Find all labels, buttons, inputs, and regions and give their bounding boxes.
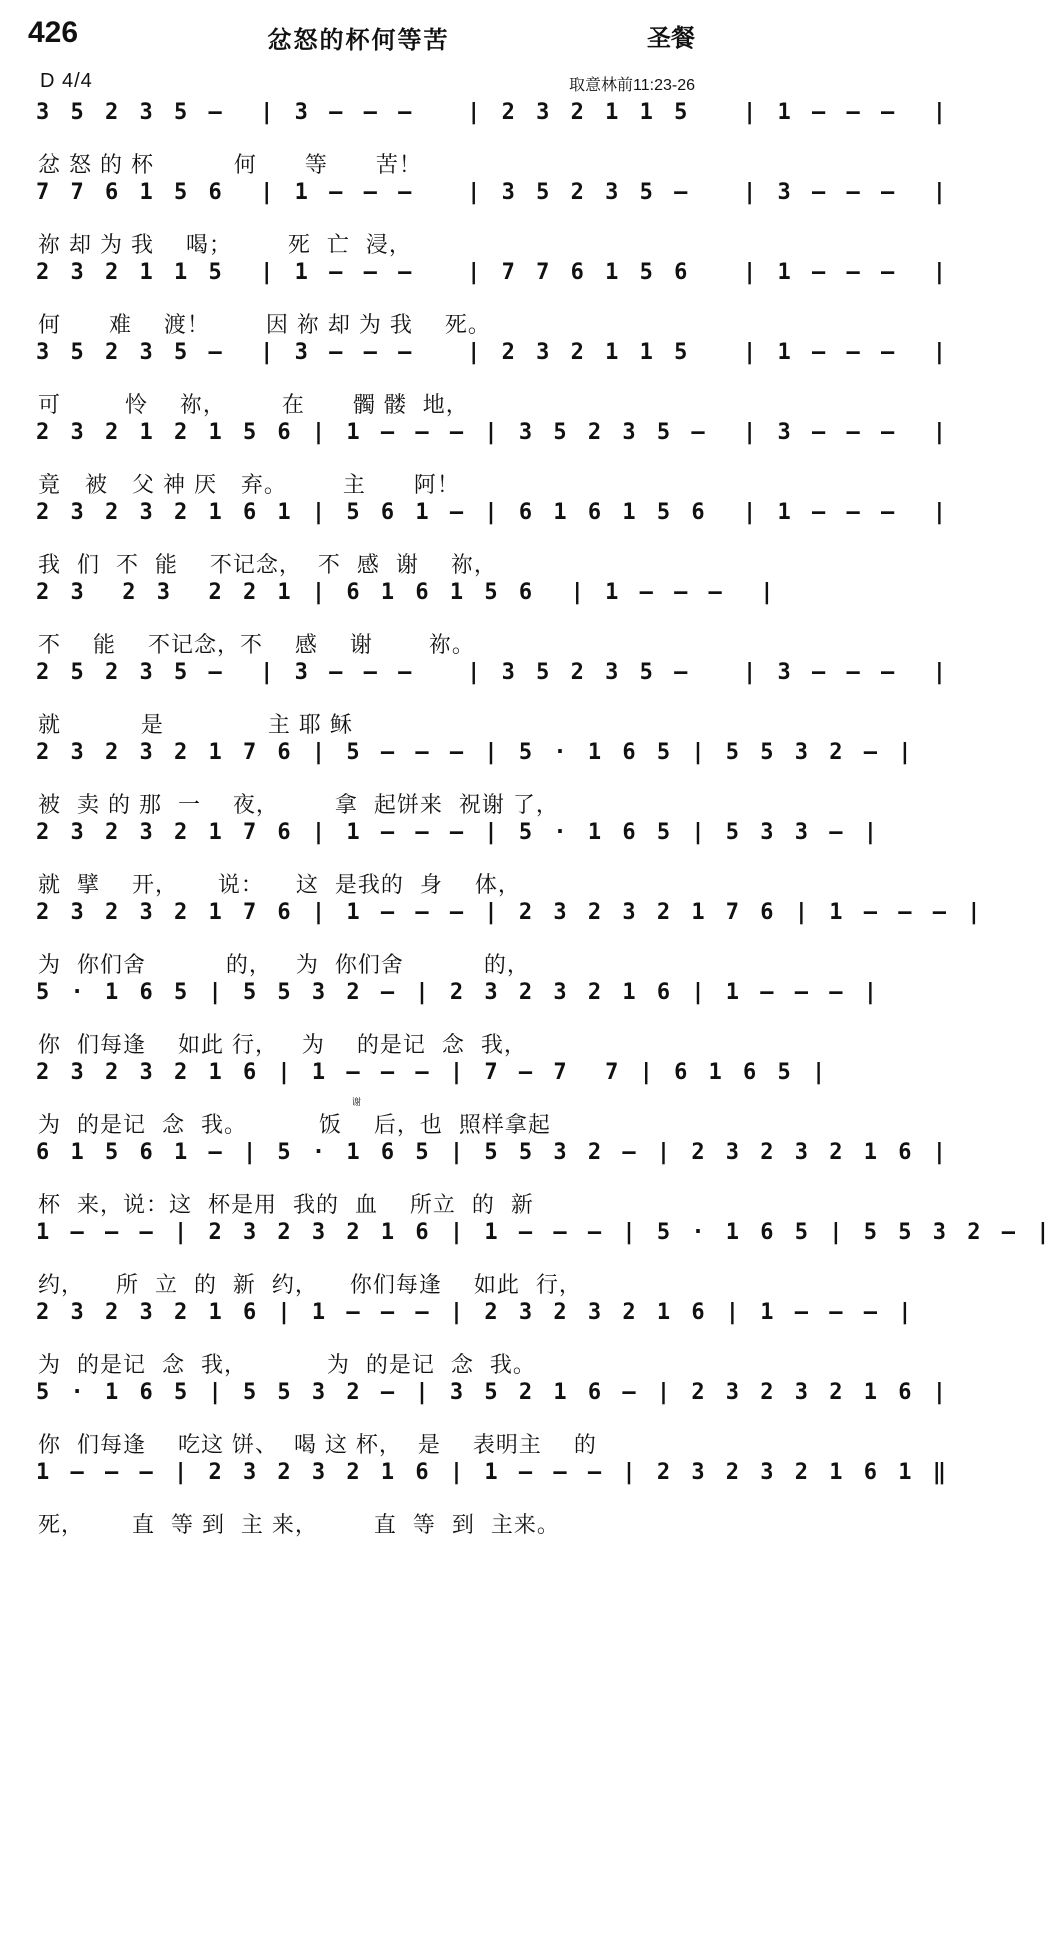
lyric-line: 何 难 渡！ 因 祢 却 为 我 死。	[38, 313, 491, 338]
lyric-line: 你 们每逢 吃这 饼、 喝 这 杯， 是 表明主 的	[38, 1433, 597, 1458]
lyric-line: 竟 被 父 神 厌 弃。 主 阿！	[38, 473, 460, 498]
notation-line: 3 5 2 3 5 — | 3 — — — | 2 3 2 1 1 5 | 1 — — — |	[36, 100, 950, 125]
notation-line: 2 3 2 3 2 1 7 6 | 1 — — — | 5 · 1 6 5 | 5 3 3 — |	[36, 820, 882, 845]
scripture-reference: 取意林前11:23-26	[569, 77, 695, 94]
notation-line: 2 3 2 3 2 1 7 6 | 1 — — — | 2 3 2 3 2 1 7 6 | 1 — — — |	[36, 900, 985, 925]
notation-line: 2 3 2 1 2 1 5 6 | 1 — — — | 3 5 2 3 5 — | 3 — — — |	[36, 420, 950, 445]
lyric-line: 我 们 不 能 不记念， 不 感 谢 祢，	[38, 553, 497, 578]
hymn-number: 426	[28, 16, 79, 49]
notation-line: 2 3 2 3 2 1 6 | 1 — — — | 2 3 2 3 2 1 6 | 1 — — — |	[36, 1300, 916, 1325]
lyric-line: 祢 却 为 我 喝； 死 亡 浸，	[38, 233, 412, 258]
lyric-line: 被 卖 的 那 一 夜， 拿 起饼来 祝谢 了，	[38, 793, 559, 818]
lyric-line: 你 们每逢 如此 行， 为 的是记 念 我，	[38, 1033, 527, 1058]
key-signature: D 4/4	[40, 70, 93, 92]
lyric-line: 可 怜 祢， 在 髑 髅 地，	[38, 393, 469, 418]
lyric-line: 就 是 主 耶 稣	[38, 713, 353, 738]
notation-line: 2 3 2 3 2 1 7 6 | 5 — — — | 5 · 1 6 5 | 5 5 3 2 — |	[36, 740, 916, 765]
stray-mark: 谢	[352, 1098, 362, 1108]
notation-line: 2 3 2 1 1 5 | 1 — — — | 7 7 6 1 5 6 | 1 — — — |	[36, 260, 950, 285]
music-system	[0, 1438, 950, 1556]
lyric-line: 为 的是记 念 我。 饭 后，也 照样拿起	[38, 1113, 551, 1138]
notation-line: 5 · 1 6 5 | 5 5 3 2 — | 3 5 2 1 6 — | 2 3 2 3 2 1 6 |	[36, 1380, 950, 1405]
notation-line: 2 5 2 3 5 — | 3 — — — | 3 5 2 3 5 — | 3 — — — |	[36, 660, 950, 685]
notation-line: 2 3 2 3 2 2 1 | 6 1 6 1 5 6 | 1 — — — |	[36, 580, 778, 605]
hymn-title: 忿怒的杯何等苦	[267, 26, 450, 54]
notation-line: 7 7 6 1 5 6 | 1 — — — | 3 5 2 3 5 — | 3 — — — |	[36, 180, 950, 205]
lyric-line: 约， 所 立 的 新 约， 你们每逢 如此 行，	[38, 1273, 582, 1298]
lyric-line: 死， 直 等 到 主 来， 直 等 到 主来。	[38, 1513, 560, 1538]
lyric-line: 为 的是记 念 我， 为 的是记 念 我。	[38, 1353, 536, 1378]
lyric-line: 杯 来，说：这 杯是用 我的 血 所立 的 新	[38, 1193, 534, 1218]
notation-line: 3 5 2 3 5 — | 3 — — — | 2 3 2 1 1 5 | 1 — — — |	[36, 340, 950, 365]
lyric-line: 为 你们舍 的， 为 你们舍 的，	[38, 953, 530, 978]
notation-line: 2 3 2 3 2 1 6 1 | 5 6 1 — | 6 1 6 1 5 6 | 1 — — — |	[36, 500, 950, 525]
hymn-category: 圣餐	[647, 24, 695, 52]
notation-line: 2 3 2 3 2 1 6 | 1 — — — | 7 — 7 7 | 6 1 6 5 |	[36, 1060, 830, 1085]
notation-line: 5 · 1 6 5 | 5 5 3 2 — | 2 3 2 3 2 1 6 | 1 — — — |	[36, 980, 882, 1005]
notation-line: 1 — — — | 2 3 2 3 2 1 6 | 1 — — — | 5 · 1 6 5 | 5 5 3 2 — |	[36, 1220, 1053, 1245]
lyric-line: 就 擘 开， 说： 这 是我的 身 体，	[38, 873, 521, 898]
lyric-line: 忿 怒 的 杯 何 等 苦！	[38, 153, 422, 178]
notation-line: 6 1 5 6 1 — | 5 · 1 6 5 | 5 5 3 2 — | 2 3 2 3 2 1 6 |	[36, 1140, 950, 1165]
notation-line: 1 — — — | 2 3 2 3 2 1 6 | 1 — — — | 2 3 2 3 2 1 6 1 ‖	[36, 1460, 950, 1485]
lyric-line: 不 能 不记念，不 感 谢 祢。	[38, 633, 475, 658]
